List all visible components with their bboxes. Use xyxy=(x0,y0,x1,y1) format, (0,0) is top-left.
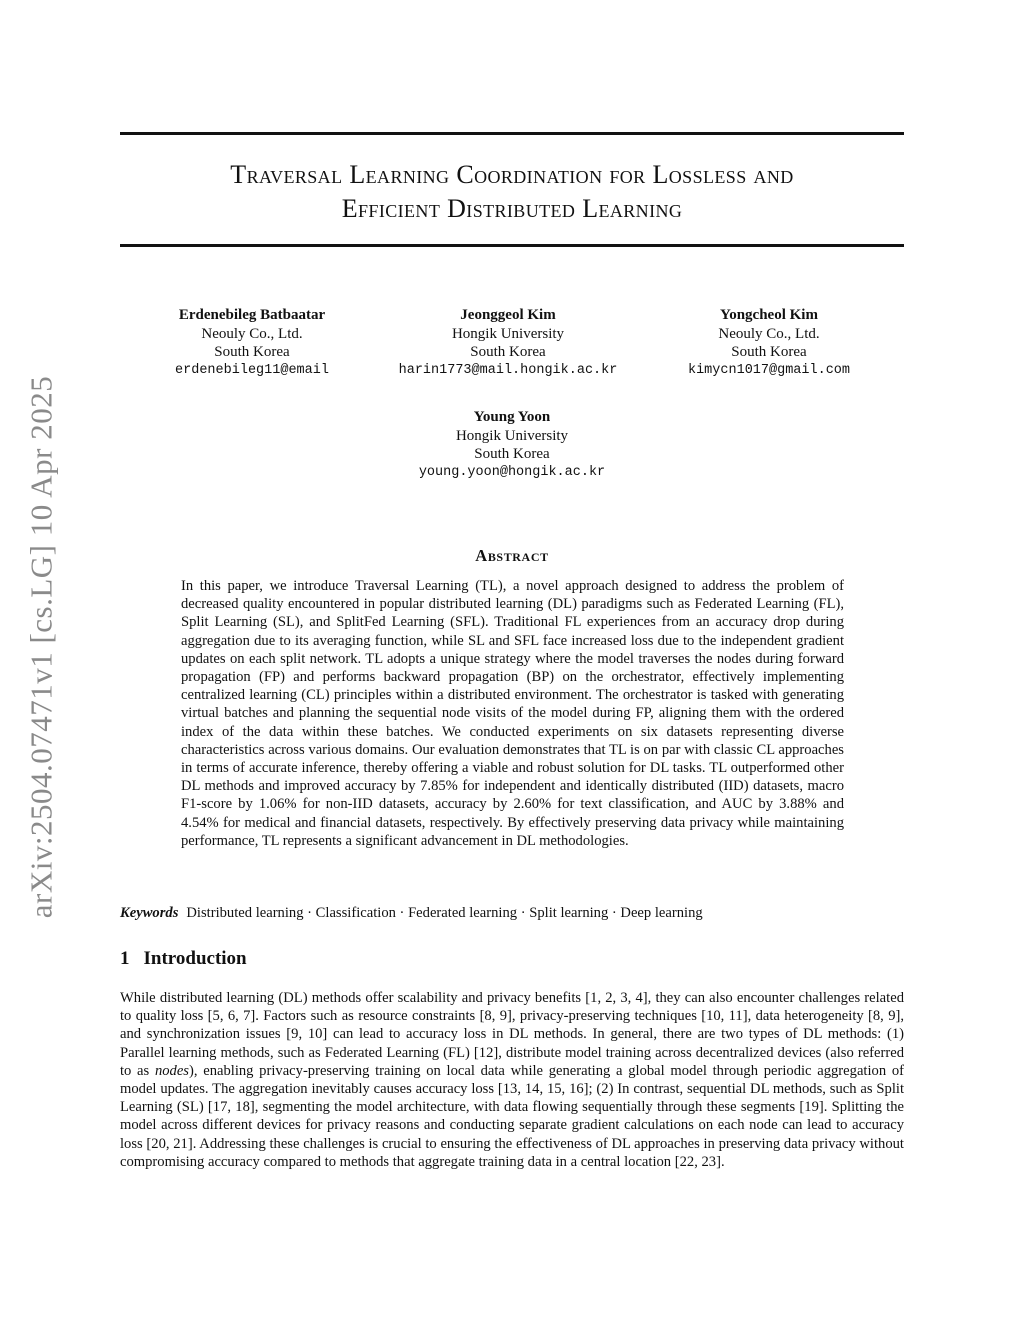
author-country: South Korea xyxy=(470,344,546,360)
abstract-heading xyxy=(120,546,904,566)
keywords xyxy=(120,904,904,922)
abstract-text: In this paper, we introduce Traversal Learning (TL), a novel approach designed to address the problem of decreased quality encountered in popular distributed learning (DL) paradigms such as Federated Learning (FL), Split Learning (SL), and SplitFed Learning (SFL). Traditional FL experiences from an accuracy drop during aggregation due to its averaging function, while SL and SFL face increased loss due to the independent gradient updates on each split network. TL adopts a unique strategy where the model traverses the nodes during forward propagation (FP) and performs backward propagation (BP) on the orchestrator, effectively implementing centralized learning (CL) principles within a distributed environment. The orchestrator is tasked with generating virtual batches and planning the sequential node visits of the model during FP, aligning them with the ordered index of the data within these batches. We conducted experiments on six datasets representing diverse characteristics across various domains. Our evaluation demonstrates that TL is on par with classic CL approaches in terms of accurate inference, thereby offering a viable and robust solution for DL tasks. TL outperformed other DL methods and improved accuracy by 7.85% for independent and identically distributed (IID) datasets, macro F1-score by 1.06% for non-IID datasets, accuracy by 2.60% for text classification, and AUC by 3.88% and 4.54% for medical and financial datasets, respectively. By effectively preserving data privacy while maintaining performance, TL represents a significant advancement in DL methodologies. xyxy=(181,578,844,849)
author-block-3 xyxy=(664,306,874,380)
author-affiliation: Hongik University xyxy=(451,325,565,342)
author-country: South Korea xyxy=(731,344,807,360)
author-email: harin1773@mail.hongik.ac.kr xyxy=(398,362,618,378)
intro-text-part-1: While distributed learning (DL) methods offer scalability and privacy benefits [1, 2, 3, 4], they can also encounter challenges related to quality loss [5, 6, 7]. Factors such as resource constraints [8, 9], privacy-preserving techniques [10, 11], data heterogeneity [8, 9], and synchronization issues [9, 10] can lead to accuracy loss in DL methods. In general, there are two types of DL methods: (1) Parallel learning methods, such as Federated Learning (FL) [12], distribute model training across decentralized devices (also referred to as xyxy=(120,990,904,1079)
title-line-2: Efficient Distributed Learning xyxy=(341,194,683,223)
title-rule-bottom xyxy=(120,244,904,247)
author-country: South Korea xyxy=(474,446,550,462)
arxiv-id: arXiv:2504.07471v1 [cs.LG] 10 Apr 2025 xyxy=(23,375,58,919)
intro-paragraph xyxy=(120,989,904,1171)
keywords-label: Keywords xyxy=(120,905,179,921)
author-name: Yongcheol Kim xyxy=(720,307,818,323)
keywords-list: Distributed learning · Classification · Federated learning · Split learning · Deep learning xyxy=(186,905,703,921)
intro-text-part-2: ), enabling privacy-preserving training on local data while generating a global model through periodic aggregation of model updates. The aggregation inevitably causes accuracy loss [13, 14, 15, 16]; (2) In contrast, sequential DL methods, such as Split Learning (SL) [17, 18], segmenting the model architecture, with data flowing sequentially through these segments [19]. Splitting the model across different devices for privacy reasons and conducting separate gradient calculations on each node can lead to accuracy loss [20, 21]. Addressing these challenges is crucial to ensuring the effectiveness of DL approaches in preserving data privacy without compromising accuracy compared to methods that aggregate training data in a central location [22, 23]. xyxy=(120,1062,904,1170)
title-rule-top xyxy=(120,132,904,135)
arxiv-sidebar xyxy=(20,352,62,942)
author-name: Erdenebileg Batbaatar xyxy=(178,307,326,323)
intro-text-emphasis: nodes xyxy=(154,1062,189,1079)
author-name: Jeonggeol Kim xyxy=(460,307,556,323)
paper-title xyxy=(120,158,904,226)
section-heading-introduction xyxy=(120,948,247,970)
section-number: 1 xyxy=(120,948,130,969)
title-line-1: Traversal Learning Coordination for Lossless and xyxy=(230,160,794,189)
author-affiliation: Neouly Co., Ltd. xyxy=(201,325,303,342)
author-affiliation: Hongik University xyxy=(455,427,569,444)
author-email: kimycn1017@gmail.com xyxy=(687,362,851,378)
author-email: young.yoon@hongik.ac.kr xyxy=(418,464,606,480)
abstract-heading-text: Abstract xyxy=(475,546,549,565)
section-title: Introduction xyxy=(143,948,247,969)
author-email: erdenebileg11@email xyxy=(175,362,329,378)
author-block-4 xyxy=(392,408,632,482)
author-block-2 xyxy=(378,306,638,380)
author-name: Young Yoon xyxy=(473,409,551,425)
author-block-1 xyxy=(142,306,362,380)
author-affiliation: Neouly Co., Ltd. xyxy=(718,325,820,342)
author-country: South Korea xyxy=(214,344,290,360)
